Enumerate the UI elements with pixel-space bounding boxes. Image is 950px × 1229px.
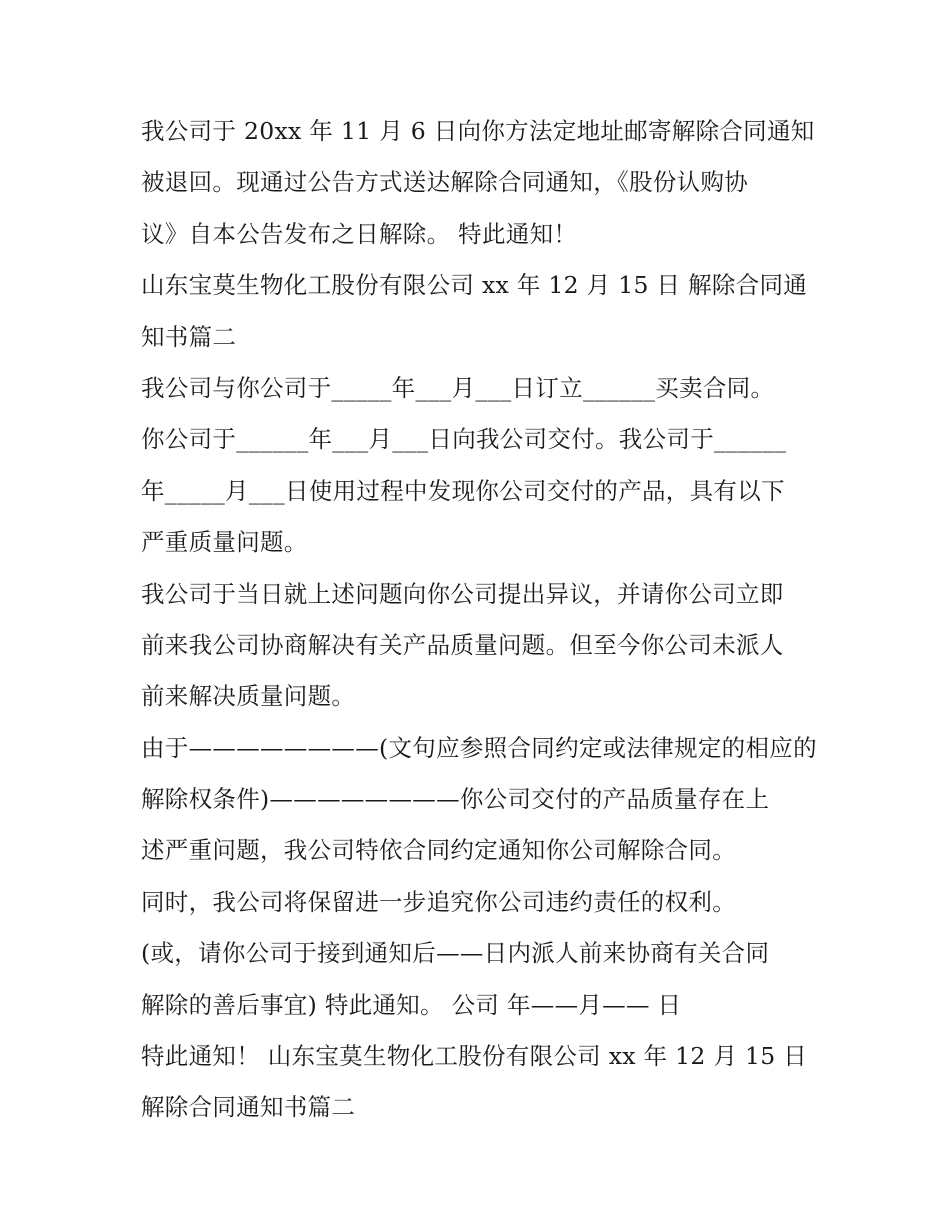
text-line: 我公司与你公司于_____年___月___日订立______买卖合同。 — [141, 373, 775, 402]
text-line: 解除的善后事宜) 特此通知。 公司 年——月—— 日 — [141, 990, 682, 1019]
text-line: 述严重问题，我公司特依合同约定通知你公司解除合同。 — [141, 836, 736, 865]
document-body — [141, 106, 821, 1134]
text-line: 同时，我公司将保留进一步追究你公司违约责任的权利。 — [141, 887, 736, 916]
text-line: 你公司于______年___月___日向我公司交付。我公司于______ — [141, 425, 787, 454]
text-line: 前来我公司协商解决有关产品质量问题。但至今你公司未派人 — [141, 630, 784, 659]
text-line: 特此通知！ 山东宝莫生物化工股份有限公司 xx 年 12 月 15 日 — [141, 1042, 808, 1071]
text-line: 年_____月___日使用过程中发现你公司交付的产品，具有以下 — [141, 476, 785, 505]
text-line: 议》自本公告发布之日解除。 特此通知！ — [141, 219, 578, 248]
text-line: 我公司于当日就上述问题向你公司提出异议，并请你公司立即 — [141, 579, 784, 608]
text-line: 被退回。现通过公告方式送达解除合同通知，《股份认购协 — [141, 168, 749, 197]
text-line: 解除权条件)————————你公司交付的产品质量存在上 — [141, 785, 770, 814]
text-line: 严重质量问题。 — [141, 528, 308, 557]
text-line: 由于————————(文句应参照合同约定或法律规定的相应的 — [141, 733, 817, 762]
text-line: 前来解决质量问题。 — [141, 682, 356, 711]
text-line: (或，请你公司于接到通知后——日内派人前来协商有关合同 — [141, 939, 770, 968]
text-line: 山东宝莫生物化工股份有限公司 xx 年 12 月 15 日 解除合同通 — [141, 271, 808, 300]
text-line: 解除合同通知书篇二 — [141, 1093, 356, 1122]
text-line: 我公司于 20xx 年 11 月 6 日向你方法定地址邮寄解除合同通知 — [141, 117, 815, 145]
text-line: 知书篇二 — [141, 322, 237, 351]
